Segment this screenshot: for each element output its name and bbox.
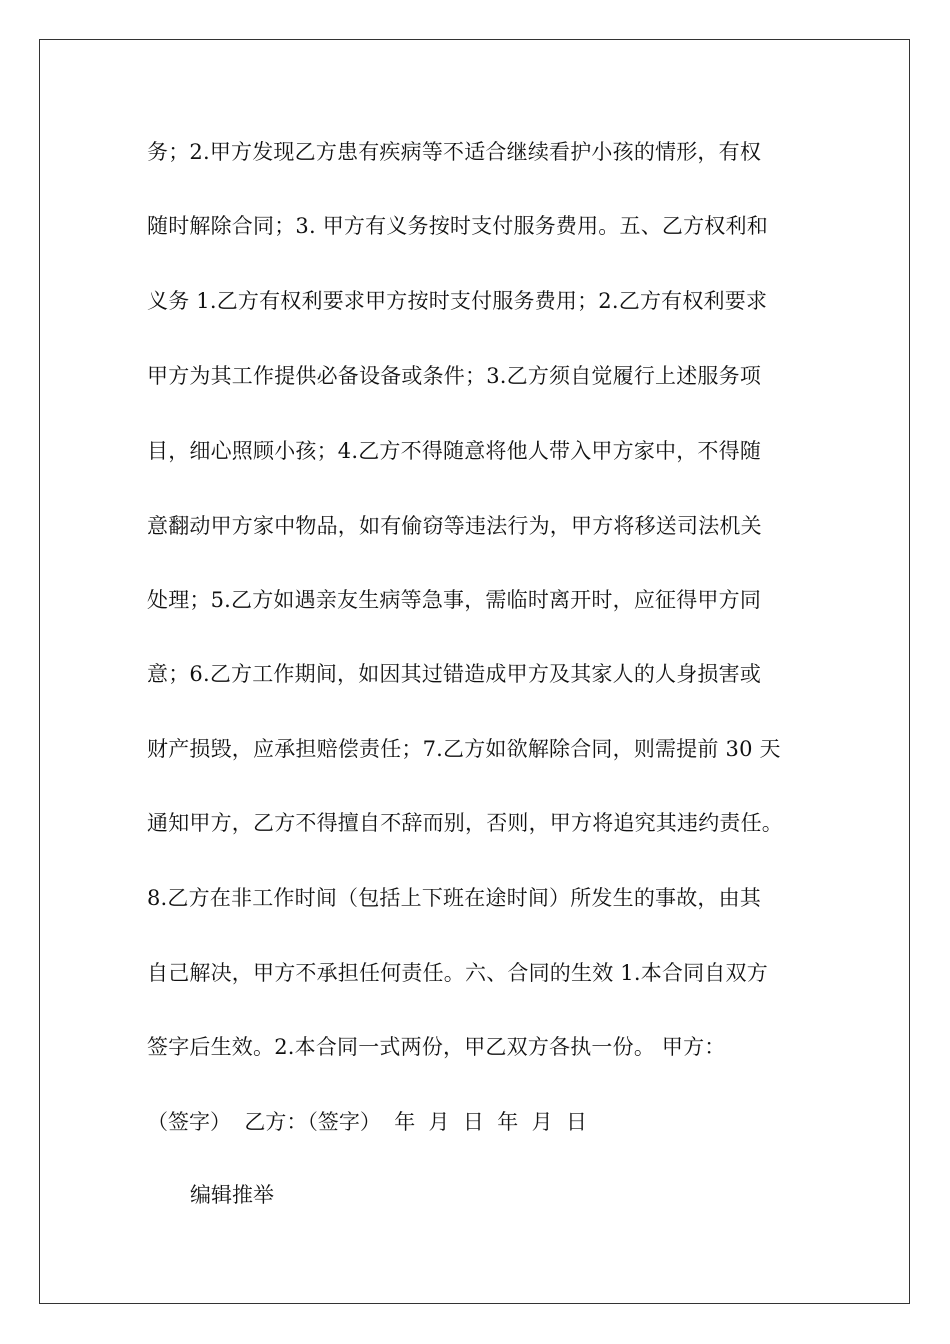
section-heading: 编辑推举 <box>190 1183 274 1207</box>
body-text-line: 意；6.乙方工作期间，如因其过错造成甲方及其家人的人身损害或 <box>147 662 762 686</box>
body-text-line: 甲方为其工作提供必备设备或条件；3.乙方须自觉履行上述服务项 <box>147 364 762 388</box>
body-text-line: 随时解除合同；3. 甲方有义务按时支付服务费用。五、乙方权利和 <box>147 214 768 238</box>
body-text-line: 签字后生效。2.本合同一式两份，甲乙双方各执一份。 甲方： <box>147 1035 726 1059</box>
signature-line: （签字） 乙方：（签字） 年 月 日 年 月 日 <box>147 1110 587 1134</box>
body-text-line: 自己解决，甲方不承担任何责任。六、合同的生效 1.本合同自双方 <box>147 961 768 985</box>
body-text-line: 意翻动甲方家中物品，如有偷窃等违法行为，甲方将移送司法机关 <box>147 514 762 538</box>
body-text-line: 处理；5.乙方如遇亲友生病等急事，需临时离开时，应征得甲方同 <box>147 588 762 612</box>
body-text-line: 务；2.甲方发现乙方患有疾病等不适合继续看护小孩的情形，有权 <box>147 140 762 164</box>
body-text-line: 通知甲方，乙方不得擅自不辞而别，否则，甲方将追究其违约责任。 <box>147 811 783 835</box>
body-text-line: 财产损毁，应承担赔偿责任；7.乙方如欲解除合同，则需提前 30 天 <box>147 737 781 761</box>
body-text-line: 8.乙方在非工作时间（包括上下班在途时间）所发生的事故，由其 <box>147 886 762 910</box>
body-text-line: 义务 1.乙方有权利要求甲方按时支付服务费用；2.乙方有权利要求 <box>147 289 768 313</box>
body-text-line: 目，细心照顾小孩；4.乙方不得随意将他人带入甲方家中，不得随 <box>147 439 762 463</box>
